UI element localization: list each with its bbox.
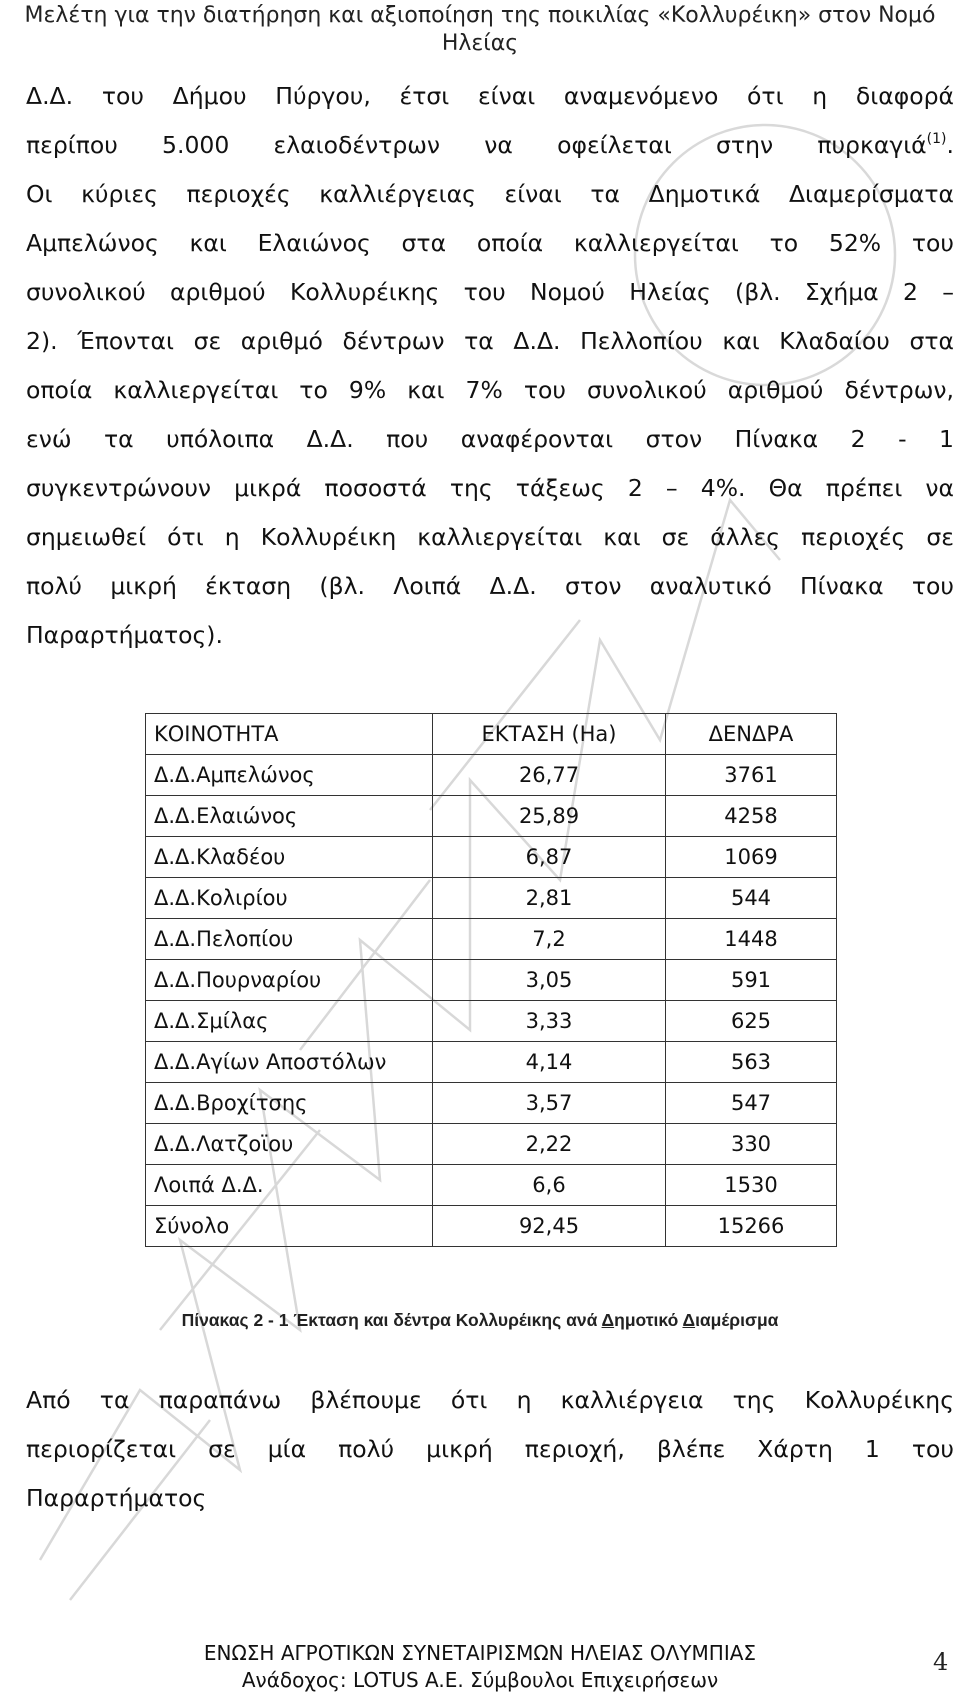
table-cell: Δ.Δ.Κλαδέου — [146, 837, 433, 878]
table-header-cell: ΚΟΙΝΟΤΗΤΑ — [146, 714, 433, 755]
table-cell: 92,45 — [433, 1206, 666, 1247]
caption-underlined: Δ — [601, 1310, 615, 1330]
table-row — [146, 1042, 837, 1083]
table-cell: 26,77 — [433, 755, 666, 796]
table-cell: 15266 — [666, 1206, 837, 1247]
table-cell: 3,33 — [433, 1001, 666, 1042]
table-cell: Δ.Δ.Βροχίτσης — [146, 1083, 433, 1124]
table-cell: Δ.Δ.Σμίλας — [146, 1001, 433, 1042]
paragraph-line: 2). Έπονται σε αριθμό δέντρων τα Δ.Δ. Πελλοπίου και Κλαδαίου στα — [26, 327, 954, 355]
table-cell: 2,81 — [433, 878, 666, 919]
table-total-row — [146, 1206, 837, 1247]
paragraph-line: συγκεντρώνουν μικρά ποσοστά της τάξεως 2 – 4%. Θα πρέπει να — [26, 474, 954, 502]
header-line-2: Ηλείας — [441, 31, 519, 56]
table-row — [146, 796, 837, 837]
table-row — [146, 960, 837, 1001]
table-cell: Δ.Δ.Ελαιώνος — [146, 796, 433, 837]
paragraph-line: Παραρτήματος — [26, 1484, 207, 1512]
caption-suffix: ιαμέρισμα — [695, 1310, 779, 1330]
paragraph-line: περιορίζεται σε μία πολύ μικρή περιοχή, βλέπε Χάρτη 1 του — [26, 1435, 954, 1463]
table-cell: 563 — [666, 1042, 837, 1083]
table-row — [146, 1001, 837, 1042]
table-cell: 547 — [666, 1083, 837, 1124]
table-cell: 6,6 — [433, 1165, 666, 1206]
page-header — [0, 2, 960, 58]
paragraph-line-text: περίπου 5.000 ελαιοδέντρων να οφείλεται στην πυρκαγιά — [26, 131, 927, 159]
table-cell: 4,14 — [433, 1042, 666, 1083]
table-header-cell: ΕΚΤΑΣΗ (Ha) — [433, 714, 666, 755]
table-cell: 330 — [666, 1124, 837, 1165]
table-cell: Δ.Δ.Πελοπίου — [146, 919, 433, 960]
table-row — [146, 755, 837, 796]
table-cell: Δ.Δ.Λατζοϊου — [146, 1124, 433, 1165]
table-cell: 1069 — [666, 837, 837, 878]
paragraph-line: πολύ μικρή έκταση (βλ. Λοιπά Δ.Δ. στον αναλυτικό Πίνακα του — [26, 572, 954, 600]
footnote-marker: (1) — [926, 131, 947, 147]
table-cell: 7,2 — [433, 919, 666, 960]
paragraph-line-end: . — [946, 131, 954, 159]
table-row — [146, 1165, 837, 1206]
page-number: 4 — [933, 1648, 949, 1676]
paragraph-line: Αμπελώνος και Ελαιώνος στα οποία καλλιεργείται το 52% του — [26, 229, 954, 257]
footer-line-1: ΕΝΩΣΗ ΑΓΡΟΤΙΚΩΝ ΣΥΝΕΤΑΙΡΙΣΜΩΝ ΗΛΕΙΑΣ ΟΛΥΜΠΙΑΣ — [203, 1641, 757, 1665]
caption-prefix: Πίνακας 2 - 1 Έκταση και δέντρα Κολλυρέικης ανά — [181, 1310, 602, 1330]
header-line-1: Μελέτη για την διατήρηση και αξιοποίηση της ποικιλίας «Κολλυρέικη» στον Νομό — [24, 3, 936, 28]
paragraph-line — [26, 121, 954, 170]
table-cell: 1530 — [666, 1165, 837, 1206]
table-cell: 3761 — [666, 755, 837, 796]
table-caption — [0, 1310, 960, 1331]
table-cell: Δ.Δ.Κολιρίου — [146, 878, 433, 919]
table-cell: 3,05 — [433, 960, 666, 1001]
data-table — [145, 713, 837, 1247]
table-header-row — [146, 714, 837, 755]
paragraph-line: Παραρτήματος). — [26, 621, 223, 649]
table-row — [146, 878, 837, 919]
table-row — [146, 919, 837, 960]
table-cell: Λοιπά Δ.Δ. — [146, 1165, 433, 1206]
paragraph-line: σημειωθεί ότι η Κολλυρέικη καλλιεργείται και σε άλλες περιοχές σε — [26, 523, 954, 551]
table-cell: 591 — [666, 960, 837, 1001]
caption-middle: ημοτικό — [614, 1310, 683, 1330]
table-cell: 4258 — [666, 796, 837, 837]
table-cell: Σύνολο — [146, 1206, 433, 1247]
table-cell: 25,89 — [433, 796, 666, 837]
table-row — [146, 1083, 837, 1124]
table-cell: Δ.Δ.Αμπελώνος — [146, 755, 433, 796]
table-header-cell: ΔΕΝΔΡΑ — [666, 714, 837, 755]
table-cell: 625 — [666, 1001, 837, 1042]
page-footer — [0, 1640, 960, 1694]
table-cell: 3,57 — [433, 1083, 666, 1124]
table-cell: Δ.Δ.Πουρναρίου — [146, 960, 433, 1001]
paragraph-line: συνολικού αριθμού Κολλυρέικης του Νομού Ηλείας (βλ. Σχήμα 2 – — [26, 278, 954, 306]
footer-line-2: Ανάδοχος: LOTUS A.E. Σύμβουλοι Επιχειρήσεων — [241, 1668, 719, 1692]
paragraph-line: ενώ τα υπόλοιπα Δ.Δ. που αναφέρονται στον Πίνακα 2 - 1 — [26, 425, 954, 453]
table-cell: 2,22 — [433, 1124, 666, 1165]
table-cell: 544 — [666, 878, 837, 919]
table-cell: 6,87 — [433, 837, 666, 878]
table-row — [146, 837, 837, 878]
table-cell: 1448 — [666, 919, 837, 960]
paragraph-line: οποία καλλιεργείται το 9% και 7% του συνολικού αριθμού δέντρων, — [26, 376, 954, 404]
paragraph-line: Δ.Δ. του Δήμου Πύργου, έτσι είναι αναμενόμενο ότι η διαφορά — [26, 82, 954, 110]
paragraph-conclusion — [26, 1376, 954, 1523]
caption-underlined-2: Δ — [682, 1310, 696, 1330]
paragraph-line: Από τα παραπάνω βλέπουμε ότι η καλλιέργεια της Κολλυρέικης — [26, 1386, 954, 1414]
paragraph-line: Οι κύριες περιοχές καλλιέργειας είναι τα Δημοτικά Διαμερίσματα — [26, 180, 954, 208]
table-cell: Δ.Δ.Αγίων Αποστόλων — [146, 1042, 433, 1083]
table-row — [146, 1124, 837, 1165]
paragraph-intro — [26, 72, 954, 660]
